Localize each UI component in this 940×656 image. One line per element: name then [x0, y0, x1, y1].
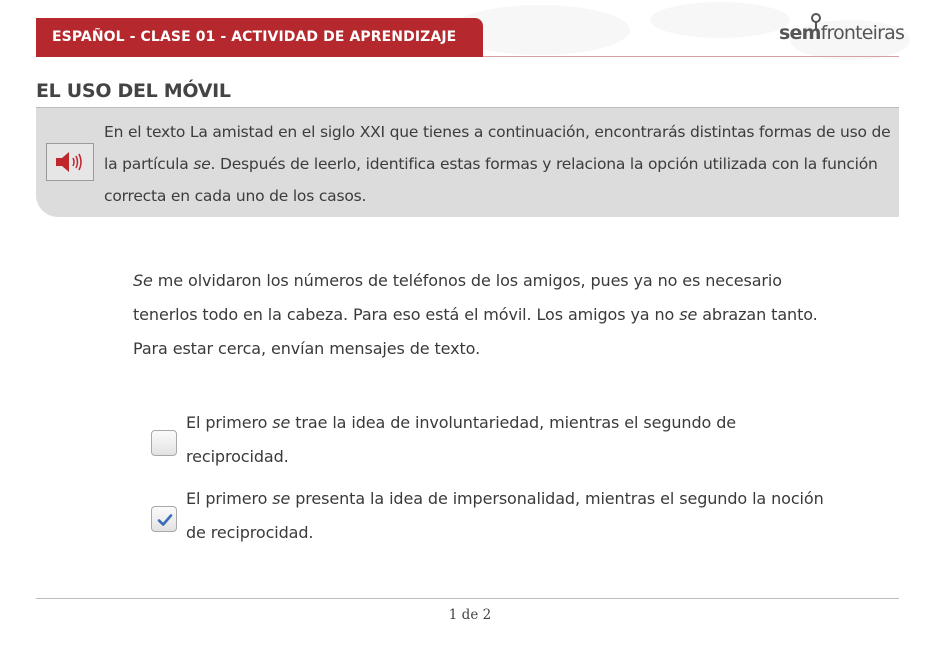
speaker-icon — [54, 151, 86, 173]
option-label — [186, 406, 826, 474]
option-text-part: El primero — [186, 489, 273, 508]
check-icon — [156, 511, 174, 529]
footer-divider — [36, 598, 899, 599]
page-title: EL USO DEL MÓVIL — [36, 80, 231, 102]
semfronteiras-logo — [779, 22, 905, 48]
header-divider — [483, 56, 899, 57]
option-label — [186, 482, 826, 550]
option-checkbox[interactable] — [151, 430, 177, 456]
instruction-text — [104, 116, 894, 212]
option-text-part: trae la idea de involuntariedad, mientras el segundo de reciprocidad. — [186, 413, 737, 466]
passage-emphasis: Se — [133, 271, 153, 290]
instruction-text-part: . Después de leerlo, identifica estas formas y relaciona la opción utilizada con la función correcta en cada uno de los casos. — [104, 155, 878, 205]
instruction-emphasis: se — [193, 155, 211, 173]
option-emphasis: se — [272, 413, 291, 432]
passage-text: me olvidaron los números de teléfonos de los amigos, pues ya no es necesario tenerlos todo en la cabeza. Para eso está el móvil. Los amigos ya no — [133, 271, 782, 324]
logo-text-fronteiras: fronteiras — [820, 22, 905, 44]
instruction-box — [36, 107, 899, 217]
audio-play-button[interactable] — [46, 143, 94, 181]
passage-emphasis: se — [679, 305, 698, 324]
option-emphasis: se — [272, 489, 291, 508]
instruction-text-part: En el texto La amistad en el siglo XXI que tienes a continuación, encontrarás distintas formas de uso de la partícula — [104, 123, 891, 173]
reading-passage — [133, 264, 833, 366]
page-indicator: 1 de 2 — [448, 607, 492, 623]
location-pin-icon — [810, 13, 822, 29]
course-header-bar — [36, 18, 483, 57]
logo-text-sem: sem — [779, 22, 821, 44]
option-text-part: presenta la idea de impersonalidad, mientras el segundo la noción de reciprocidad. — [186, 489, 824, 542]
course-header-title: ESPAÑOL - CLASE 01 - ACTIVIDAD DE APRENDIZAJE — [52, 29, 457, 45]
passage-text: abrazan tanto. Para estar cerca, envían mensajes de texto. — [133, 305, 818, 358]
option-text-part: El primero — [186, 413, 273, 432]
option-checkbox[interactable] — [151, 506, 177, 532]
